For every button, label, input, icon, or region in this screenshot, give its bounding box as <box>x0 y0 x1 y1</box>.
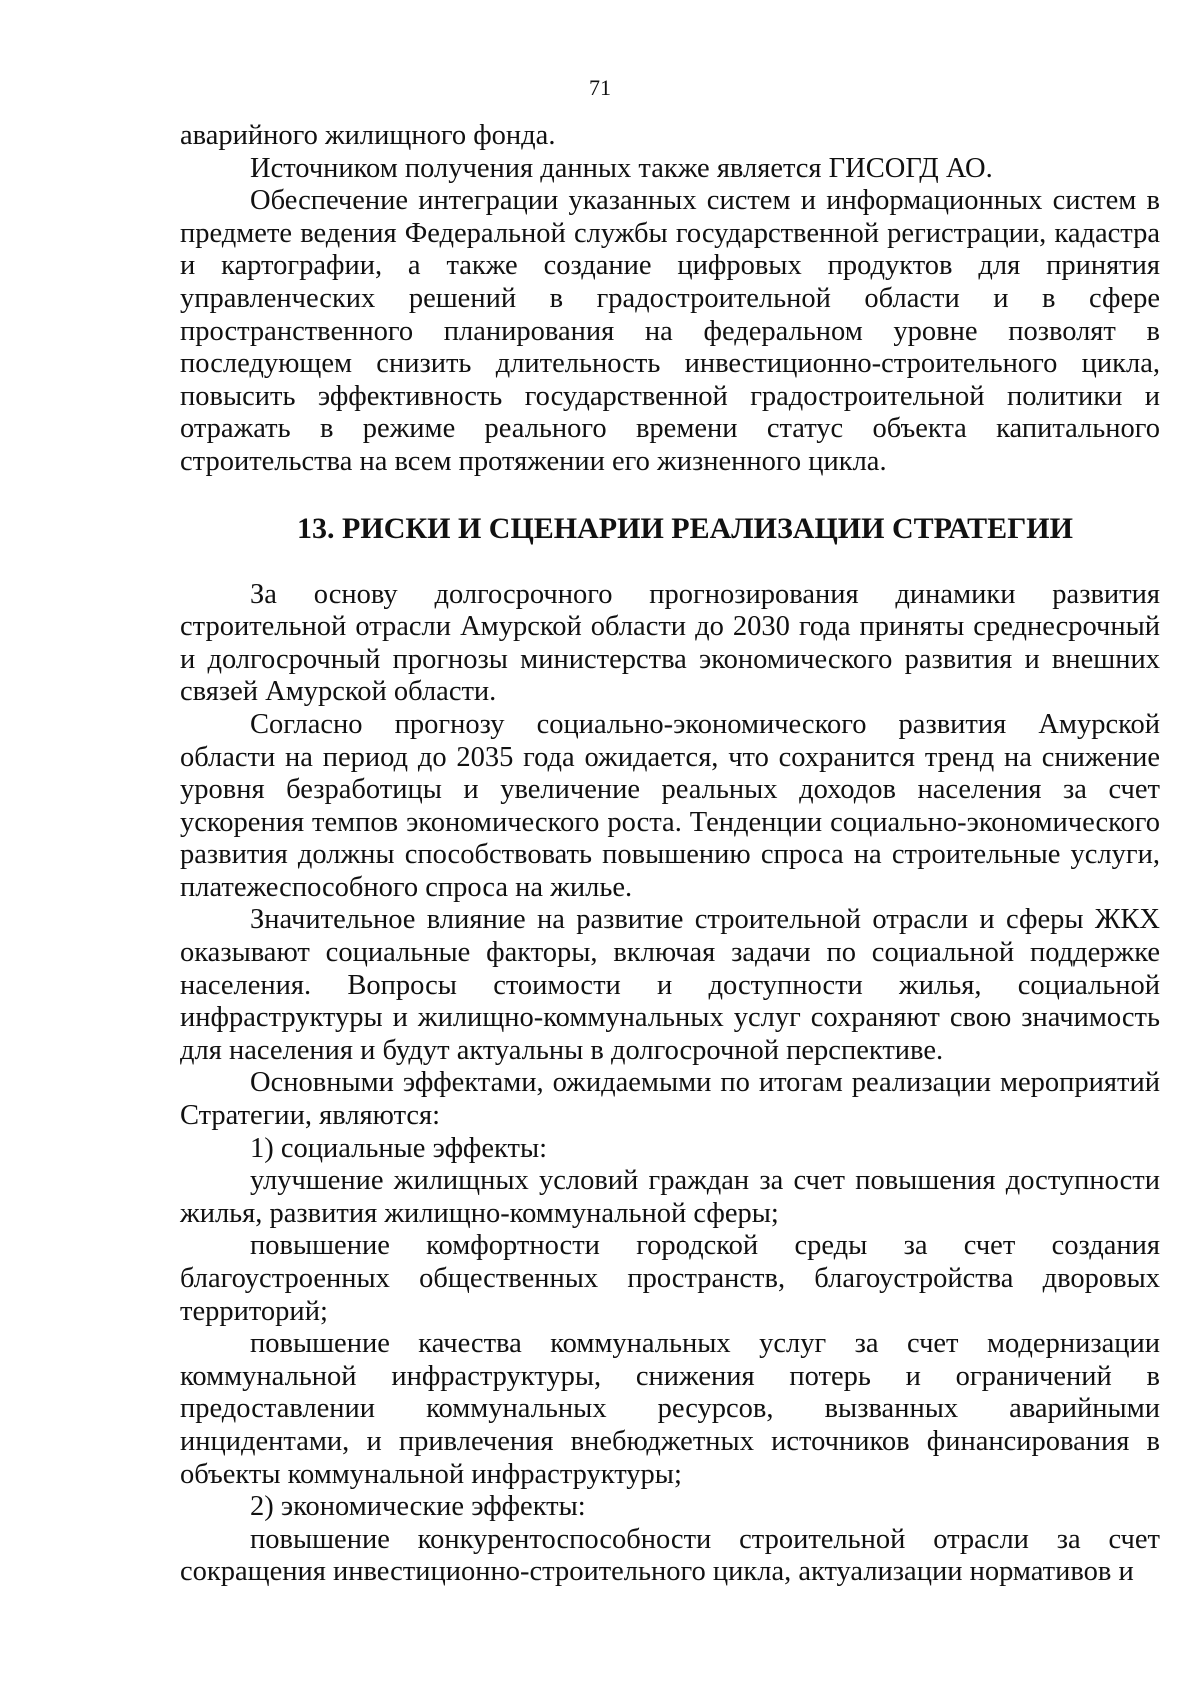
section-heading: 13. РИСКИ И СЦЕНАРИИ РЕАЛИЗАЦИИ СТРАТЕГИИ <box>297 511 1073 545</box>
paragraph-socioeconomic-forecast: Согласно прогнозу социально-экономического развития Амурской области на период до 2035 года ожидается, что сохранится тренд на снижение уровня безработицы и увеличение реальных доходов населения за счет ускорения темпов экономического роста. Тенденции социально-экономического развития должны способствовать повышению спроса на строительные услуги, платежеспособного спроса на жилье. <box>180 708 1160 903</box>
page-number: 71 <box>589 75 611 100</box>
paragraph-social-factors: Значительное влияние на развитие строительной отрасли и сферы ЖКХ оказывают социальные факторы, включая задачи по социальной поддержке населения. Вопросы стоимости и доступности жилья, социальной инфраструктуры и жилищно-коммунальных услуг сохраняют свою значимость для населения и будут актуальны в долгосрочной перспективе. <box>180 904 1160 1066</box>
list-heading-social-effects: 1) социальные эффекты: <box>250 1132 548 1164</box>
list-heading-economic-effects: 2) экономические эффекты: <box>250 1491 586 1523</box>
paragraph-main-effects: Основными эффектами, ожидаемыми по итогам реализации мероприятий Стратегии, являются: <box>180 1067 1160 1132</box>
list-item-utility-quality: повышение качества коммунальных услуг за счет модернизации коммунальной инфраструктуры, снижения потерь и ограничений в предоставлении коммунальных ресурсов, вызванных аварийными инцидентами, и привлечения внебюджетных источников финансирования в объекты коммунальной инфраструктуры; <box>180 1328 1160 1490</box>
paragraph-forecast-basis: За основу долгосрочного прогнозирования динамики развития строительной отрасли Амурской области до 2030 года приняты среднесрочный и долгосрочный прогнозы министерства экономического развития и внешних связей Амурской области. <box>180 578 1160 708</box>
page-body <box>180 120 1160 1589</box>
list-item-competitiveness: повышение конкурентоспособности строительной отрасли за счет сокращения инвестиционно-строительного цикла, актуализации нормативов и <box>180 1523 1160 1588</box>
list-item-urban-comfort: повышение комфортности городской среды за счет создания благоустроенных общественных пространств, благоустройства дворовых территорий; <box>180 1230 1160 1327</box>
paragraph-data-source: Источником получения данных также является ГИСОГД АО. <box>250 152 993 184</box>
list-item-housing: улучшение жилищных условий граждан за счет повышения доступности жилья, развития жилищно-коммунальной сферы; <box>180 1165 1160 1229</box>
paragraph-integration: Обеспечение интеграции указанных систем и информационных систем в предмете ведения Федеральной службы государственной регистрации, кадастра и картографии, а также создание цифровых продуктов для принятия управленческих решений в градостроительной области и в сфере пространственного планирования на федеральном уровне позволят в последующем снизить длительность инвестиционно-строительного цикла, повысить эффективность государственной градостроительной политики и отражать в режиме реального времени статус объекта капитального строительства на всем протяжении его жизненного цикла. <box>180 185 1160 477</box>
paragraph-continuation: аварийного жилищного фонда. <box>180 120 556 151</box>
